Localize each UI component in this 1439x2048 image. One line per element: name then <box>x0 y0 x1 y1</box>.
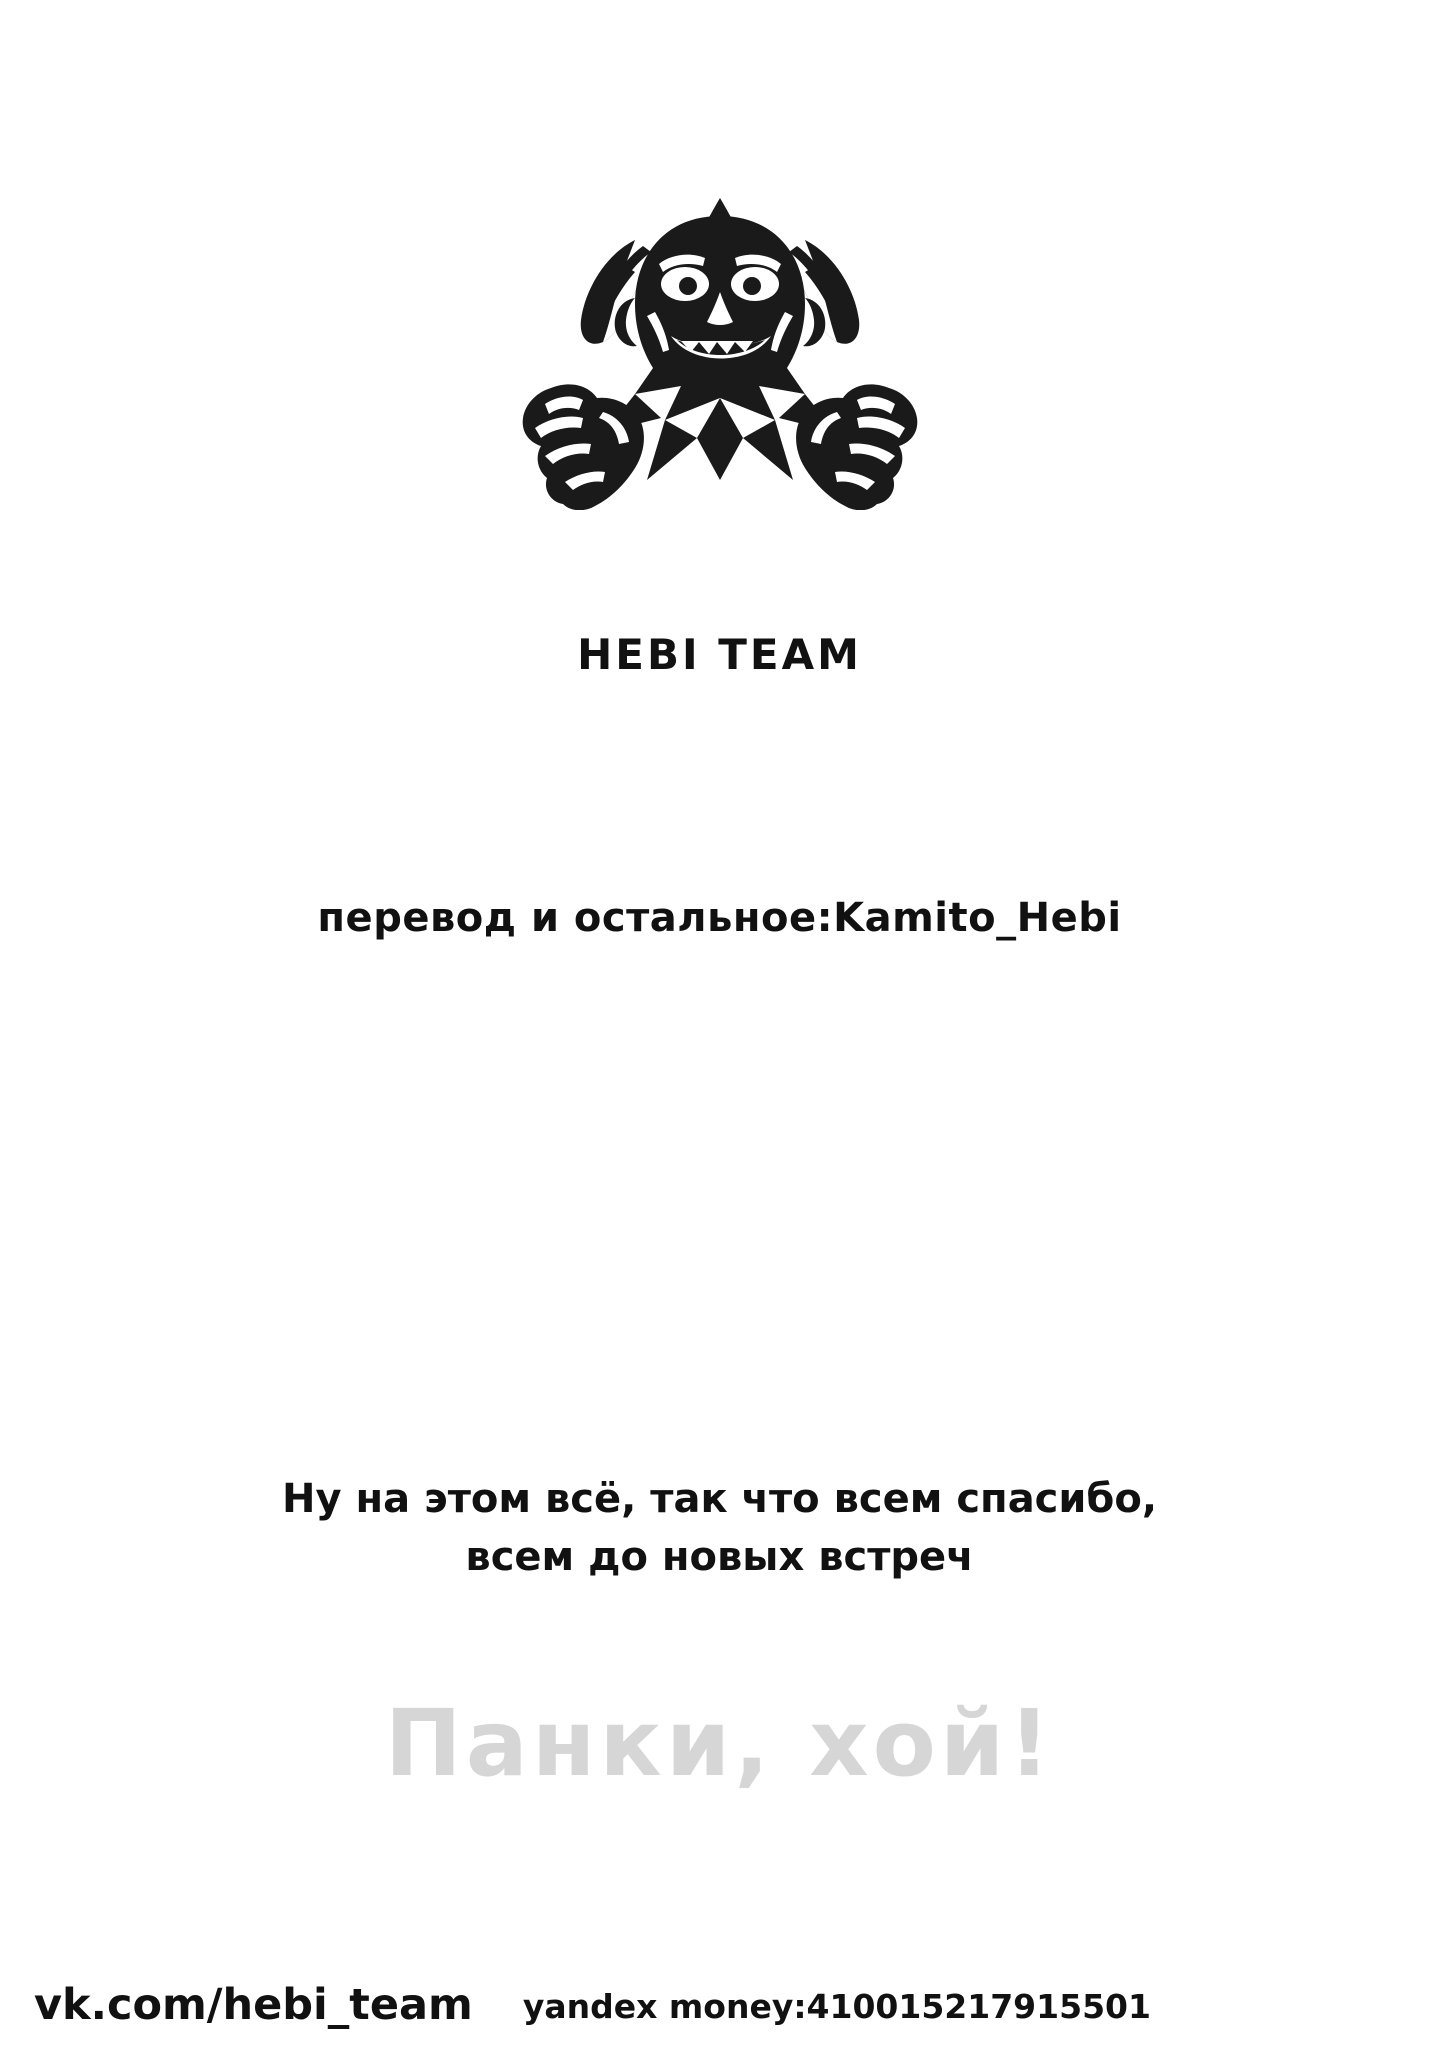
outro-message <box>0 1470 1439 1586</box>
footer <box>0 1960 1439 2030</box>
vk-link[interactable]: vk.com/hebi_team <box>34 1980 473 2030</box>
outro-line-2: всем до новых встреч <box>465 1534 974 1580</box>
team-name: HEBI TEAM <box>577 630 862 679</box>
translation-credit: перевод и остальное:Kamito_Hebi <box>317 895 1122 941</box>
yandex-money-account: yandex money:410015217915501 <box>522 1987 1151 2026</box>
slogan-text: Панки, хой! <box>384 1690 1055 1797</box>
jester-mascot-logo <box>485 180 955 510</box>
outro-line-1: Ну на этом всё, так что всем спасибо, <box>281 1476 1158 1522</box>
logo-container <box>0 180 1439 510</box>
